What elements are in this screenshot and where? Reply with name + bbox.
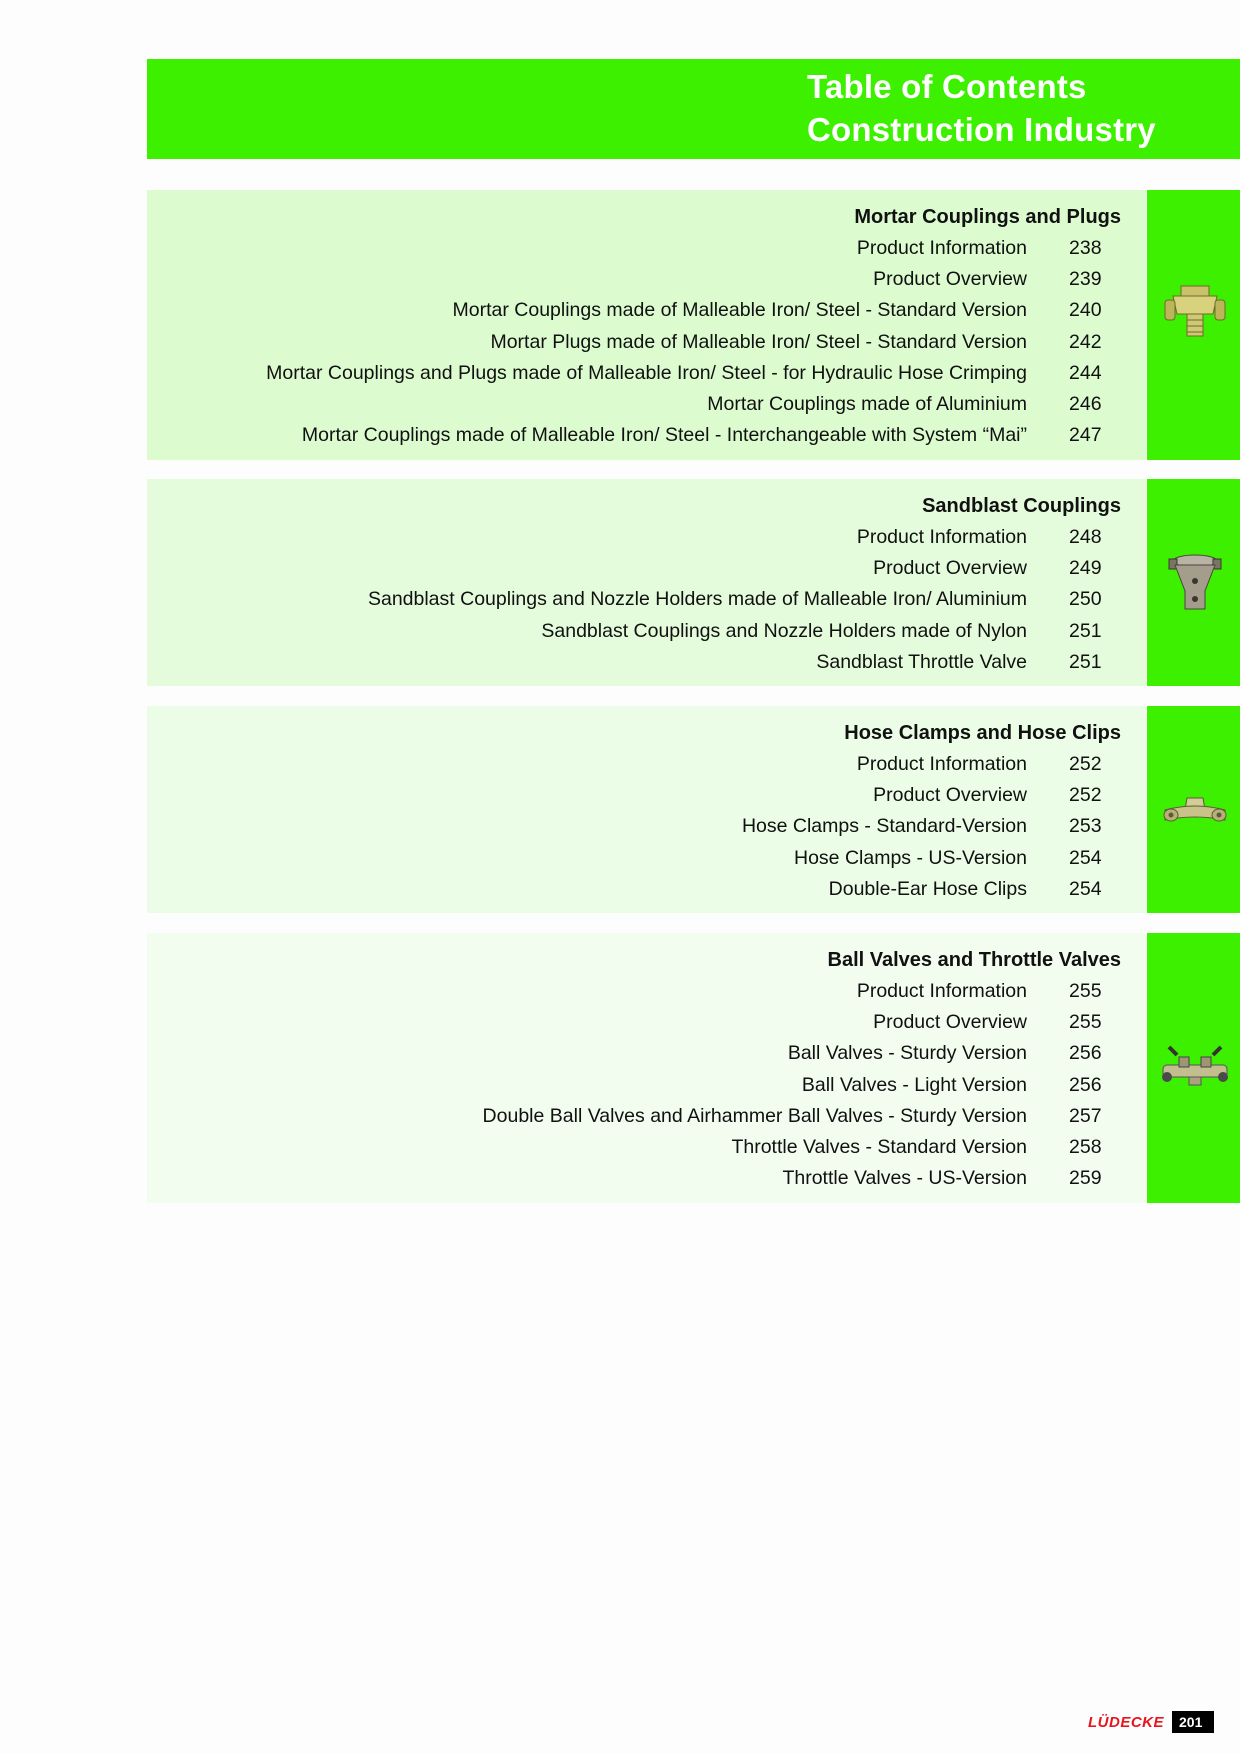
entry-label: Product Information	[856, 237, 1027, 259]
toc-entry[interactable]	[147, 1038, 1146, 1069]
entry-page: 257	[1069, 1104, 1102, 1127]
entry-label: Sandblast Throttle Valve	[816, 650, 1027, 673]
toc-entry[interactable]	[147, 976, 1146, 1007]
toc-entry[interactable]	[147, 389, 1146, 420]
toc-section-sandblast-couplings	[147, 479, 1240, 686]
entry-page: 242	[1069, 330, 1102, 353]
entry-list	[147, 976, 1146, 1194]
entry-label: Mortar Couplings made of Aluminium	[707, 392, 1027, 415]
entry-page: 248	[1069, 526, 1102, 548]
entry-label: Ball Valves - Sturdy Version	[787, 1042, 1027, 1065]
toc-entry[interactable]	[147, 616, 1146, 647]
toc-entry[interactable]	[147, 874, 1146, 905]
entry-label: Mortar Couplings and Plugs made of Malleable Iron/ Steel - for Hydraulic Hose Crimping	[266, 361, 1027, 384]
section-tab	[1147, 479, 1240, 686]
entry-label: Product Overview	[873, 268, 1027, 291]
toc-entry[interactable]	[147, 358, 1146, 389]
entry-page: 252	[1069, 784, 1102, 807]
toc-entry[interactable]	[147, 295, 1146, 326]
toc-entry[interactable]	[147, 553, 1146, 584]
toc-entry[interactable]	[147, 811, 1146, 842]
hose-clamp-icon	[1159, 774, 1231, 846]
toc-entry[interactable]	[147, 264, 1146, 295]
entry-list	[147, 233, 1146, 451]
sandblast-coupling-icon	[1159, 547, 1231, 619]
entry-page: 239	[1069, 268, 1102, 291]
toc-entry[interactable]	[147, 749, 1146, 780]
entry-label: Mortar Couplings made of Malleable Iron/ Steel - Interchangeable with System “Mai”	[301, 424, 1027, 447]
entry-page: 250	[1069, 588, 1102, 611]
toc-entry[interactable]	[147, 647, 1146, 678]
toc-entry[interactable]	[147, 584, 1146, 615]
entry-label: Hose Clamps - US-Version	[794, 846, 1027, 869]
brand-logo: LÜDECKE	[1088, 1713, 1165, 1731]
entry-page: 255	[1069, 980, 1102, 1002]
ball-valve-icon	[1159, 1033, 1231, 1105]
entry-page: 259	[1069, 1167, 1102, 1190]
toc-entry[interactable]	[147, 522, 1146, 553]
entry-label: Product Overview	[873, 557, 1027, 580]
toc-entry[interactable]	[147, 420, 1146, 451]
entry-page: 251	[1069, 619, 1102, 642]
page-number: 201	[1172, 1711, 1214, 1733]
entry-label: Double Ball Valves and Airhammer Ball Valves - Sturdy Version	[482, 1104, 1027, 1127]
entry-page: 238	[1069, 237, 1102, 259]
entry-label: Product Information	[856, 753, 1027, 775]
entry-page: 246	[1069, 392, 1102, 415]
entry-label: Mortar Couplings made of Malleable Iron/ Steel - Standard Version	[452, 299, 1027, 322]
entry-label: Product Overview	[873, 1011, 1027, 1034]
entry-label: Product Information	[856, 526, 1027, 548]
toc-entry[interactable]	[147, 327, 1146, 358]
entry-page: 252	[1069, 753, 1102, 775]
entry-label: Sandblast Couplings and Nozzle Holders made of Nylon	[541, 619, 1027, 642]
entry-page: 256	[1069, 1042, 1102, 1065]
toc-entry[interactable]	[147, 843, 1146, 874]
entry-page: 255	[1069, 1011, 1102, 1034]
entry-label: Product Overview	[873, 784, 1027, 807]
entry-page: 253	[1069, 815, 1102, 838]
toc-entry[interactable]	[147, 1132, 1146, 1163]
title-line-2: Construction Industry	[807, 111, 1156, 148]
section-heading: Hose Clamps and Hose Clips	[844, 722, 1121, 744]
entry-label: Hose Clamps - Standard-Version	[741, 815, 1027, 838]
section-heading: Mortar Couplings and Plugs	[854, 206, 1121, 228]
toc-entry[interactable]	[147, 233, 1146, 264]
section-heading: Sandblast Couplings	[922, 495, 1121, 517]
toc-entry[interactable]	[147, 1101, 1146, 1132]
entry-label: Mortar Plugs made of Malleable Iron/ Steel - Standard Version	[490, 330, 1027, 353]
toc-section-hose-clamps	[147, 706, 1240, 913]
entry-label: Throttle Valves - Standard Version	[731, 1135, 1027, 1158]
entry-page: 244	[1069, 361, 1102, 384]
entry-label: Double-Ear Hose Clips	[828, 877, 1027, 900]
section-tab	[1147, 933, 1240, 1203]
entry-page: 254	[1069, 877, 1102, 900]
entry-page: 247	[1069, 424, 1102, 447]
entry-page: 251	[1069, 650, 1102, 673]
entry-label: Product Information	[856, 980, 1027, 1002]
page-title	[807, 65, 1156, 151]
entry-page: 249	[1069, 557, 1102, 580]
title-line-1: Table of Contents	[807, 68, 1087, 105]
section-heading: Ball Valves and Throttle Valves	[827, 949, 1121, 971]
toc-entry[interactable]	[147, 1163, 1146, 1194]
section-tab	[1147, 706, 1240, 913]
toc-entry[interactable]	[147, 1007, 1146, 1038]
entry-label: Sandblast Couplings and Nozzle Holders made of Malleable Iron/ Aluminium	[367, 588, 1027, 611]
entry-list	[147, 749, 1146, 905]
entry-list	[147, 522, 1146, 678]
section-tab	[1147, 190, 1240, 460]
toc-section-ball-valves	[147, 933, 1240, 1203]
page-footer	[1088, 1711, 1214, 1733]
mortar-coupling-icon	[1159, 274, 1231, 346]
entry-page: 240	[1069, 299, 1102, 322]
toc-entry[interactable]	[147, 1070, 1146, 1101]
entry-label: Throttle Valves - US-Version	[782, 1167, 1027, 1190]
entry-page: 256	[1069, 1073, 1102, 1096]
entry-page: 254	[1069, 846, 1102, 869]
toc-entry[interactable]	[147, 780, 1146, 811]
header-banner	[147, 59, 1240, 159]
toc-section-mortar-couplings	[147, 190, 1240, 460]
entry-page: 258	[1069, 1135, 1102, 1158]
entry-label: Ball Valves - Light Version	[801, 1073, 1027, 1096]
